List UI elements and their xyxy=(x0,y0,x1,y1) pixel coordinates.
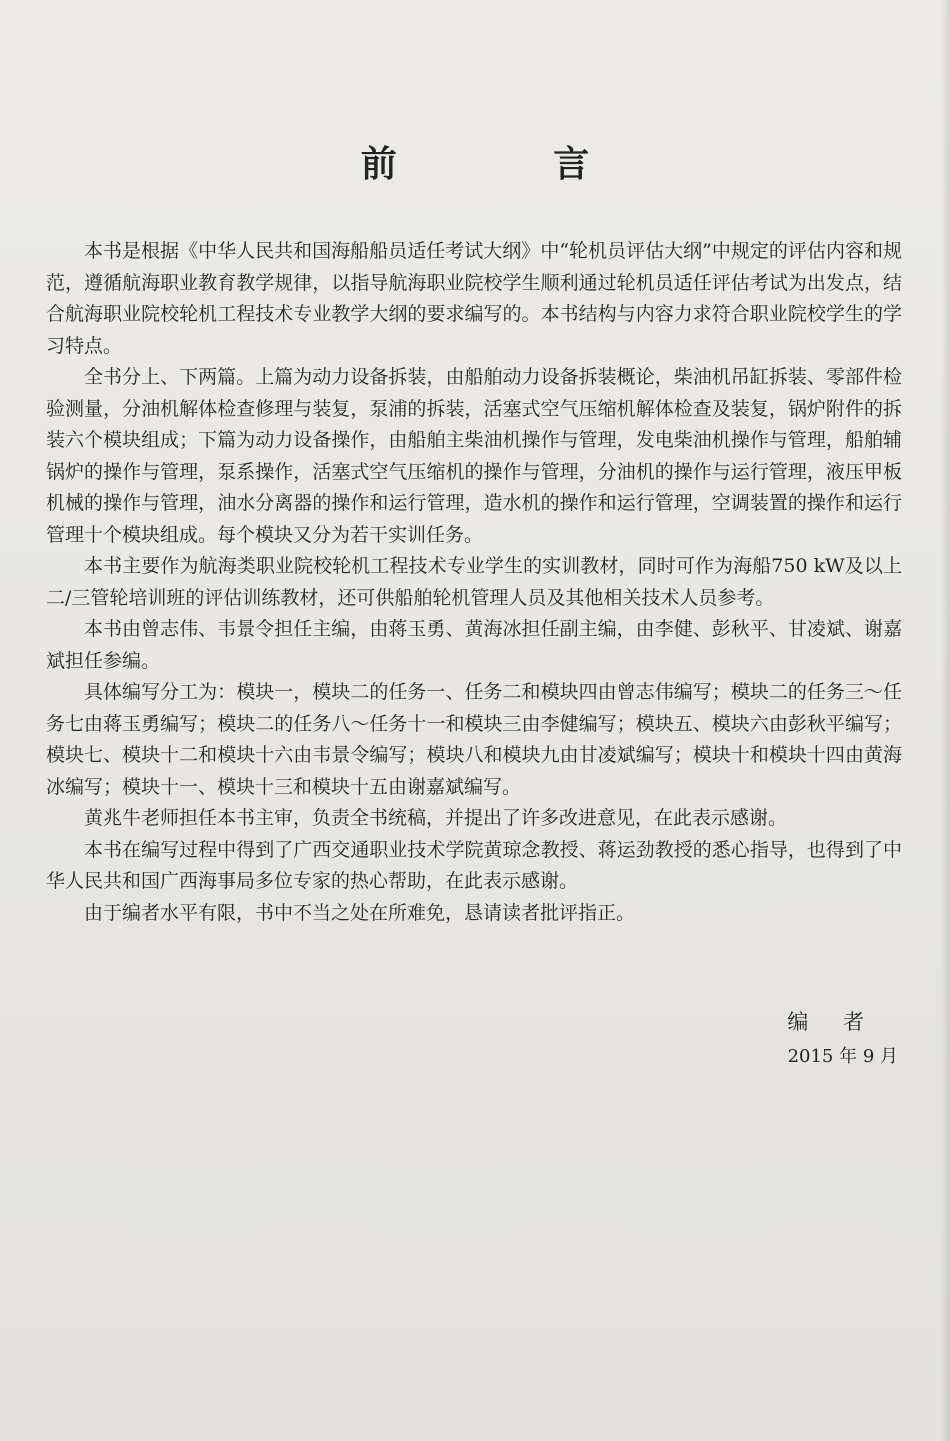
paragraph: 黄兆牛老师担任本书主审，负责全书统稿，并提出了许多改进意见，在此表示感谢。 xyxy=(84,807,788,829)
paragraph: 具体编写分工为：模块一，模块二的任务一、任务二和模块四由曾志伟编写；模块二的任务三～任务七由蒋玉勇编写；模块二的任务八～任务十一和模块三由李健编写；模块五、模块六由彭秋平编写；模块七、模块十二和模块十六由韦景令编写；模块八和模块九由甘凌斌编写；模块十和模块十四由黄海冰编写；模块十一、模块十三和模块十五由谢嘉斌编写。 xyxy=(46,681,902,798)
preface-body xyxy=(46,236,902,929)
paragraph: 由于编者水平有限，书中不当之处在所难免，恳请读者批评指正。 xyxy=(84,901,636,924)
signature-date: 2015 年 9 月 xyxy=(787,1046,898,1067)
page-title: 前 言 xyxy=(360,144,662,185)
paragraph: 全书分上、下两篇。上篇为动力设备拆装，由船舶动力设备拆装概论，柴油机吊缸拆装、零部件检验测量，分油机解体检查修理与装复，泵浦的拆装，活塞式空气压缩机解体检查及装复，锅炉附件的拆装六个模块组成；下篇为动力设备操作，由船舶主柴油机操作与管理，发电柴油机操作与管理，船舶辅锅炉的操作与管理，泵系操作，活塞式空气压缩机的操作与管理，分油机的操作与运行管理，液压甲板机械的操作与管理，油水分离器的操作和运行管理，造水机的操作和运行管理，空调装置的操作和运行管理十个模块组成。每个模块又分为若干实训任务。 xyxy=(46,366,902,546)
paragraph: 本书主要作为航海类职业院校轮机工程技术专业学生的实训教材，同时可作为海船750 kW及以上二/三管轮培训班的评估训练教材，还可供船舶轮机管理人员及其他相关技术人员参考。 xyxy=(46,555,902,609)
paragraph: 本书在编写过程中得到了广西交通职业技术学院黄琼念教授、蒋运劲教授的悉心指导，也得到了中华人民共和国广西海事局多位专家的热心帮助，在此表示感谢。 xyxy=(46,838,902,892)
paragraph: 本书是根据《中华人民共和国海船船员适任考试大纲》中“轮机员评估大纲”中规定的评估内容和规范，遵循航海职业教育教学规律，以指导航海职业院校学生顺利通过轮机员适任评估考试为出发点，结合航海职业院校轮机工程技术专业教学大纲的要求编写的。本书结构与内容力求符合职业院校学生的学习特点。 xyxy=(46,240,902,357)
paragraph: 本书由曾志伟、韦景令担任主编，由蒋玉勇、黄海冰担任副主编，由李健、彭秋平、甘凌斌、谢嘉斌担任参编。 xyxy=(46,618,902,672)
signature-author: 编 者 xyxy=(787,1010,878,1034)
page-edge-shadow xyxy=(940,0,950,1441)
